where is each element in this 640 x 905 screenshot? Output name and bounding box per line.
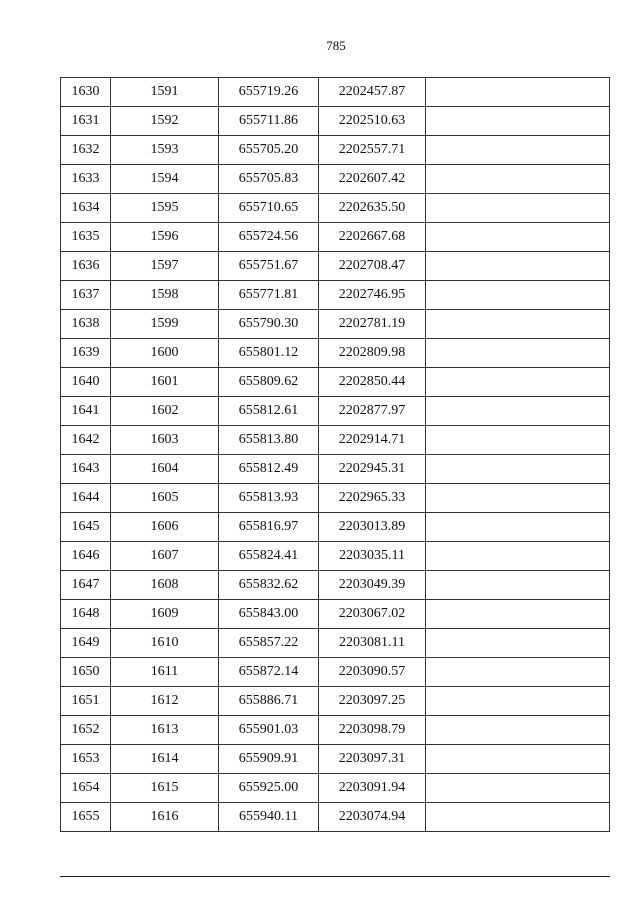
- notes-cell: [426, 687, 610, 716]
- x-coordinate-cell: 655724.56: [219, 223, 319, 252]
- row-number-cell: 1636: [61, 252, 111, 281]
- table-row: [61, 774, 610, 803]
- notes-cell: [426, 745, 610, 774]
- notes-cell: [426, 223, 610, 252]
- row-number-cell: 1649: [61, 629, 111, 658]
- table-row: [61, 136, 610, 165]
- x-coordinate-cell: 655816.97: [219, 513, 319, 542]
- table-row: [61, 165, 610, 194]
- y-coordinate-cell: 2202850.44: [319, 368, 426, 397]
- point-id-cell: 1599: [111, 310, 219, 339]
- x-coordinate-cell: 655940.11: [219, 803, 319, 832]
- row-number-cell: 1639: [61, 339, 111, 368]
- row-number-cell: 1642: [61, 426, 111, 455]
- row-number-cell: 1645: [61, 513, 111, 542]
- row-number-cell: 1643: [61, 455, 111, 484]
- notes-cell: [426, 281, 610, 310]
- row-number-cell: 1634: [61, 194, 111, 223]
- table-row: [61, 600, 610, 629]
- notes-cell: [426, 542, 610, 571]
- point-id-cell: 1602: [111, 397, 219, 426]
- point-id-cell: 1616: [111, 803, 219, 832]
- x-coordinate-cell: 655832.62: [219, 571, 319, 600]
- point-id-cell: 1596: [111, 223, 219, 252]
- point-id-cell: 1607: [111, 542, 219, 571]
- point-id-cell: 1598: [111, 281, 219, 310]
- notes-cell: [426, 252, 610, 281]
- y-coordinate-cell: 2202945.31: [319, 455, 426, 484]
- x-coordinate-cell: 655872.14: [219, 658, 319, 687]
- point-id-cell: 1612: [111, 687, 219, 716]
- x-coordinate-cell: 655812.61: [219, 397, 319, 426]
- y-coordinate-cell: 2203091.94: [319, 774, 426, 803]
- y-coordinate-cell: 2202746.95: [319, 281, 426, 310]
- y-coordinate-cell: 2202635.50: [319, 194, 426, 223]
- row-number-cell: 1632: [61, 136, 111, 165]
- point-id-cell: 1613: [111, 716, 219, 745]
- row-number-cell: 1650: [61, 658, 111, 687]
- y-coordinate-cell: 2202809.98: [319, 339, 426, 368]
- x-coordinate-cell: 655886.71: [219, 687, 319, 716]
- table-row: [61, 223, 610, 252]
- x-coordinate-cell: 655719.26: [219, 78, 319, 107]
- notes-cell: [426, 310, 610, 339]
- table-body: [61, 78, 610, 832]
- row-number-cell: 1644: [61, 484, 111, 513]
- x-coordinate-cell: 655705.20: [219, 136, 319, 165]
- point-id-cell: 1614: [111, 745, 219, 774]
- notes-cell: [426, 513, 610, 542]
- y-coordinate-cell: 2203067.02: [319, 600, 426, 629]
- notes-cell: [426, 397, 610, 426]
- row-number-cell: 1652: [61, 716, 111, 745]
- x-coordinate-cell: 655711.86: [219, 107, 319, 136]
- y-coordinate-cell: 2203098.79: [319, 716, 426, 745]
- table-row: [61, 281, 610, 310]
- y-coordinate-cell: 2202877.97: [319, 397, 426, 426]
- row-number-cell: 1654: [61, 774, 111, 803]
- y-coordinate-cell: 2202914.71: [319, 426, 426, 455]
- point-id-cell: 1608: [111, 571, 219, 600]
- notes-cell: [426, 571, 610, 600]
- notes-cell: [426, 774, 610, 803]
- table-row: [61, 658, 610, 687]
- notes-cell: [426, 426, 610, 455]
- page-number: 785: [326, 38, 346, 53]
- y-coordinate-cell: 2203074.94: [319, 803, 426, 832]
- y-coordinate-cell: 2202667.68: [319, 223, 426, 252]
- notes-cell: [426, 136, 610, 165]
- y-coordinate-cell: 2203049.39: [319, 571, 426, 600]
- point-id-cell: 1592: [111, 107, 219, 136]
- table-row: [61, 339, 610, 368]
- table-row: [61, 571, 610, 600]
- coordinates-table: [60, 77, 610, 832]
- notes-cell: [426, 716, 610, 745]
- x-coordinate-cell: 655925.00: [219, 774, 319, 803]
- point-id-cell: 1601: [111, 368, 219, 397]
- x-coordinate-cell: 655705.83: [219, 165, 319, 194]
- y-coordinate-cell: 2202557.71: [319, 136, 426, 165]
- x-coordinate-cell: 655824.41: [219, 542, 319, 571]
- table-row: [61, 78, 610, 107]
- y-coordinate-cell: 2203035.11: [319, 542, 426, 571]
- row-number-cell: 1630: [61, 78, 111, 107]
- table-row: [61, 513, 610, 542]
- row-number-cell: 1637: [61, 281, 111, 310]
- row-number-cell: 1646: [61, 542, 111, 571]
- table-row: [61, 310, 610, 339]
- table-row: [61, 716, 610, 745]
- y-coordinate-cell: 2202965.33: [319, 484, 426, 513]
- y-coordinate-cell: 2202708.47: [319, 252, 426, 281]
- notes-cell: [426, 339, 610, 368]
- table-row: [61, 107, 610, 136]
- x-coordinate-cell: 655751.67: [219, 252, 319, 281]
- table-row: [61, 368, 610, 397]
- x-coordinate-cell: 655813.80: [219, 426, 319, 455]
- row-number-cell: 1648: [61, 600, 111, 629]
- x-coordinate-cell: 655790.30: [219, 310, 319, 339]
- point-id-cell: 1615: [111, 774, 219, 803]
- notes-cell: [426, 455, 610, 484]
- point-id-cell: 1605: [111, 484, 219, 513]
- point-id-cell: 1597: [111, 252, 219, 281]
- point-id-cell: 1610: [111, 629, 219, 658]
- table-row: [61, 426, 610, 455]
- x-coordinate-cell: 655801.12: [219, 339, 319, 368]
- notes-cell: [426, 629, 610, 658]
- row-number-cell: 1635: [61, 223, 111, 252]
- table-row: [61, 194, 610, 223]
- notes-cell: [426, 107, 610, 136]
- row-number-cell: 1647: [61, 571, 111, 600]
- y-coordinate-cell: 2202607.42: [319, 165, 426, 194]
- notes-cell: [426, 165, 610, 194]
- point-id-cell: 1600: [111, 339, 219, 368]
- row-number-cell: 1638: [61, 310, 111, 339]
- y-coordinate-cell: 2203097.31: [319, 745, 426, 774]
- point-id-cell: 1603: [111, 426, 219, 455]
- notes-cell: [426, 658, 610, 687]
- y-coordinate-cell: 2202510.63: [319, 107, 426, 136]
- y-coordinate-cell: 2202781.19: [319, 310, 426, 339]
- footer-rule: [60, 876, 610, 877]
- notes-cell: [426, 194, 610, 223]
- row-number-cell: 1655: [61, 803, 111, 832]
- row-number-cell: 1633: [61, 165, 111, 194]
- notes-cell: [426, 600, 610, 629]
- x-coordinate-cell: 655901.03: [219, 716, 319, 745]
- x-coordinate-cell: 655843.00: [219, 600, 319, 629]
- x-coordinate-cell: 655710.65: [219, 194, 319, 223]
- point-id-cell: 1591: [111, 78, 219, 107]
- x-coordinate-cell: 655857.22: [219, 629, 319, 658]
- y-coordinate-cell: 2203090.57: [319, 658, 426, 687]
- table-row: [61, 542, 610, 571]
- notes-cell: [426, 78, 610, 107]
- point-id-cell: 1611: [111, 658, 219, 687]
- table-row: [61, 629, 610, 658]
- point-id-cell: 1593: [111, 136, 219, 165]
- y-coordinate-cell: 2203013.89: [319, 513, 426, 542]
- point-id-cell: 1606: [111, 513, 219, 542]
- row-number-cell: 1640: [61, 368, 111, 397]
- x-coordinate-cell: 655909.91: [219, 745, 319, 774]
- point-id-cell: 1609: [111, 600, 219, 629]
- point-id-cell: 1594: [111, 165, 219, 194]
- x-coordinate-cell: 655809.62: [219, 368, 319, 397]
- x-coordinate-cell: 655812.49: [219, 455, 319, 484]
- notes-cell: [426, 803, 610, 832]
- x-coordinate-cell: 655771.81: [219, 281, 319, 310]
- table-row: [61, 252, 610, 281]
- notes-cell: [426, 484, 610, 513]
- row-number-cell: 1651: [61, 687, 111, 716]
- notes-cell: [426, 368, 610, 397]
- y-coordinate-cell: 2202457.87: [319, 78, 426, 107]
- row-number-cell: 1631: [61, 107, 111, 136]
- table-row: [61, 455, 610, 484]
- x-coordinate-cell: 655813.93: [219, 484, 319, 513]
- point-id-cell: 1595: [111, 194, 219, 223]
- table-row: [61, 745, 610, 774]
- y-coordinate-cell: 2203097.25: [319, 687, 426, 716]
- row-number-cell: 1653: [61, 745, 111, 774]
- table-row: [61, 397, 610, 426]
- y-coordinate-cell: 2203081.11: [319, 629, 426, 658]
- table-row: [61, 484, 610, 513]
- table-row: [61, 687, 610, 716]
- point-id-cell: 1604: [111, 455, 219, 484]
- row-number-cell: 1641: [61, 397, 111, 426]
- table-row: [61, 803, 610, 832]
